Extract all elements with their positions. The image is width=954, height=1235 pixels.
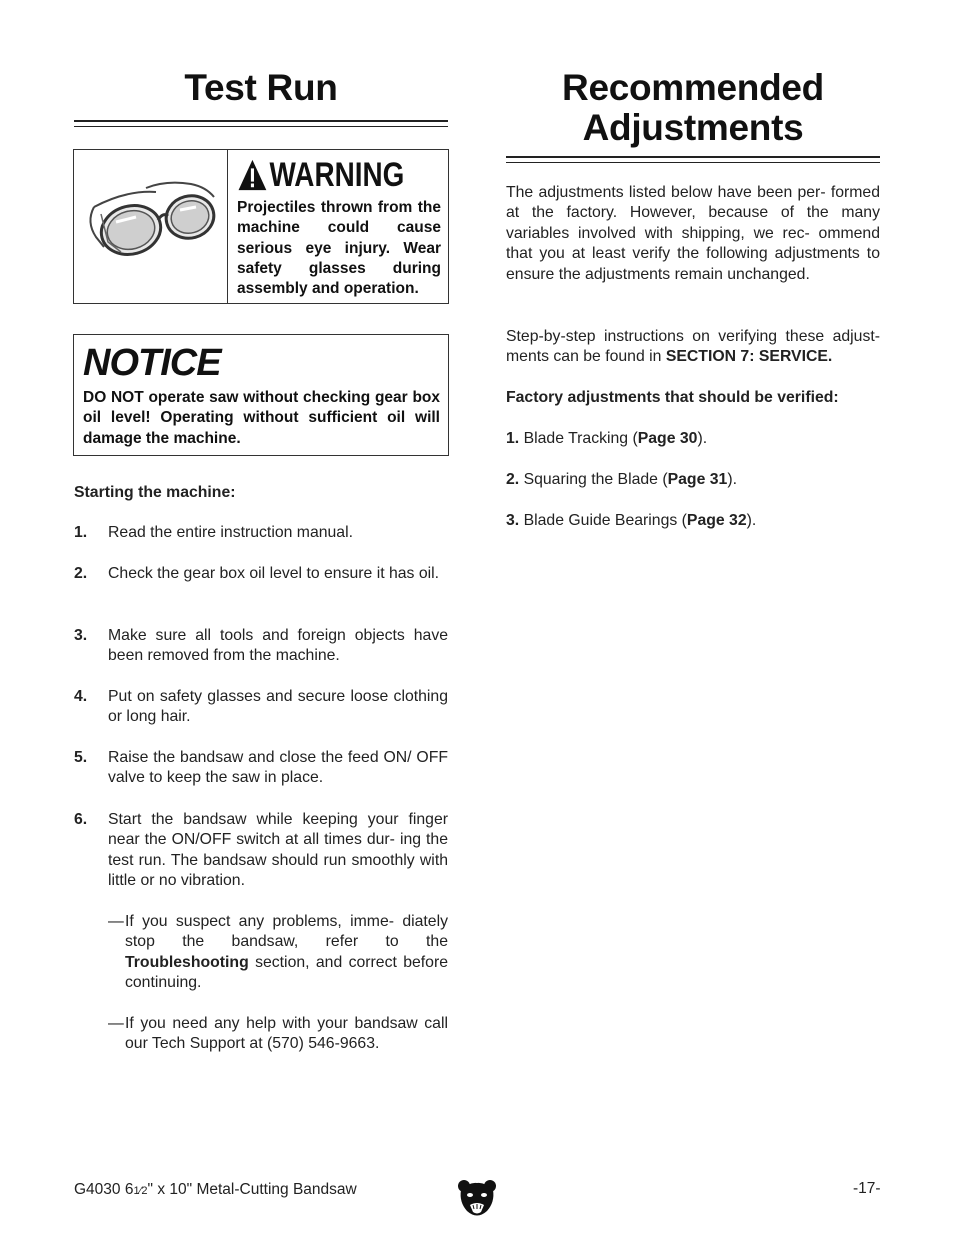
test-run-title: Test Run	[184, 67, 338, 108]
title-divider	[74, 120, 448, 127]
starting-heading: Starting the machine:	[74, 484, 236, 501]
notice-box	[73, 334, 449, 456]
step-5	[74, 748, 448, 789]
page-ref: Page 31	[667, 471, 728, 488]
service-section-ref: SECTION 7: SERVICE.	[665, 348, 833, 366]
sub-note-troubleshooting	[108, 912, 448, 994]
step-number: 2.	[74, 565, 88, 582]
step-2	[74, 564, 448, 584]
service-reference: Step-by-step instructions on verifying these adjust- ments can be found in SECTION 7: SERVICE.	[506, 328, 880, 366]
step-text: Check the gear box oil level to ensure it has oil.	[108, 565, 440, 582]
step-text: Start the bandsaw while keeping your finger near the ON/OFF switch at all times dur- ing the test run. The bandsaw should run smoothly with little or no vibration.	[108, 811, 448, 890]
sub-note-text: If you need any help with your bandsaw call our Tech Support at (570) 546-9663.	[125, 1015, 448, 1053]
adjustments-intro: The adjustments listed below have been per- formed at the factory. However, because of the many variables involved with shipping, we rec- ommend that you at least verify the following adjustments to ensure the adjustments remain unchanged.	[506, 184, 880, 283]
step-number: 1.	[74, 524, 88, 541]
page-ref: Page 32	[686, 512, 747, 529]
step-number: 6.	[74, 811, 88, 828]
warning-image-panel	[74, 150, 228, 303]
factory-heading: Factory adjustments that should be verified:	[506, 389, 839, 406]
step-number: 5.	[74, 749, 88, 766]
troubleshooting-ref: Troubleshooting	[125, 953, 249, 971]
sub-note-support	[108, 1014, 448, 1055]
notice-text: DO NOT operate saw without checking gear box oil level! Operating without sufficient oil will damage the machine.	[83, 389, 440, 447]
warning-triangle-icon	[237, 157, 268, 193]
dash-marker: —	[108, 1015, 124, 1032]
recommended-adjustments-title: Recommended Adjustments	[562, 67, 824, 148]
step-3	[74, 626, 448, 667]
warning-box	[73, 149, 449, 304]
page-number: -17-	[853, 1180, 881, 1197]
adjustment-item-3: 3. Blade Guide Bearings (Page 32).	[506, 512, 757, 529]
adjustment-item-1: 1. Blade Tracking (Page 30).	[506, 430, 708, 447]
title-divider	[506, 156, 880, 163]
warning-text: Projectiles thrown from the machine could cause serious eye injury. Wear safety glasses during assembly and operation.	[237, 199, 441, 298]
notice-heading: NOTICE	[83, 342, 221, 384]
warning-heading-text: WARNING	[269, 156, 405, 194]
step-number: 4.	[74, 688, 88, 705]
step-text: Make sure all tools and foreign objects have been removed from the machine.	[108, 627, 448, 665]
page-ref: Page 30	[637, 430, 698, 447]
step-text: Read the entire instruction manual.	[108, 524, 353, 541]
dash-marker: —	[108, 913, 124, 930]
adjustment-item-2: 2. Squaring the Blade (Page 31).	[506, 471, 737, 488]
step-text: Put on safety glasses and secure loose clothing or long hair.	[108, 688, 448, 726]
sub-note-text: If you suspect any problems, imme- diately stop the bandsaw, refer to the Troubleshooting section, and correct before continuing.	[125, 913, 448, 992]
step-1	[74, 523, 448, 543]
step-4	[74, 687, 448, 728]
step-text: Raise the bandsaw and close the feed ON/ OFF valve to keep the saw in place.	[108, 749, 448, 787]
step-6	[74, 810, 448, 892]
safety-glasses-icon	[76, 152, 226, 302]
warning-heading	[237, 156, 404, 194]
step-number: 3.	[74, 627, 88, 644]
footer-model: G4030 61⁄2" x 10" Metal-Cutting Bandsaw	[74, 1181, 357, 1198]
bear-logo-icon	[457, 1178, 497, 1220]
